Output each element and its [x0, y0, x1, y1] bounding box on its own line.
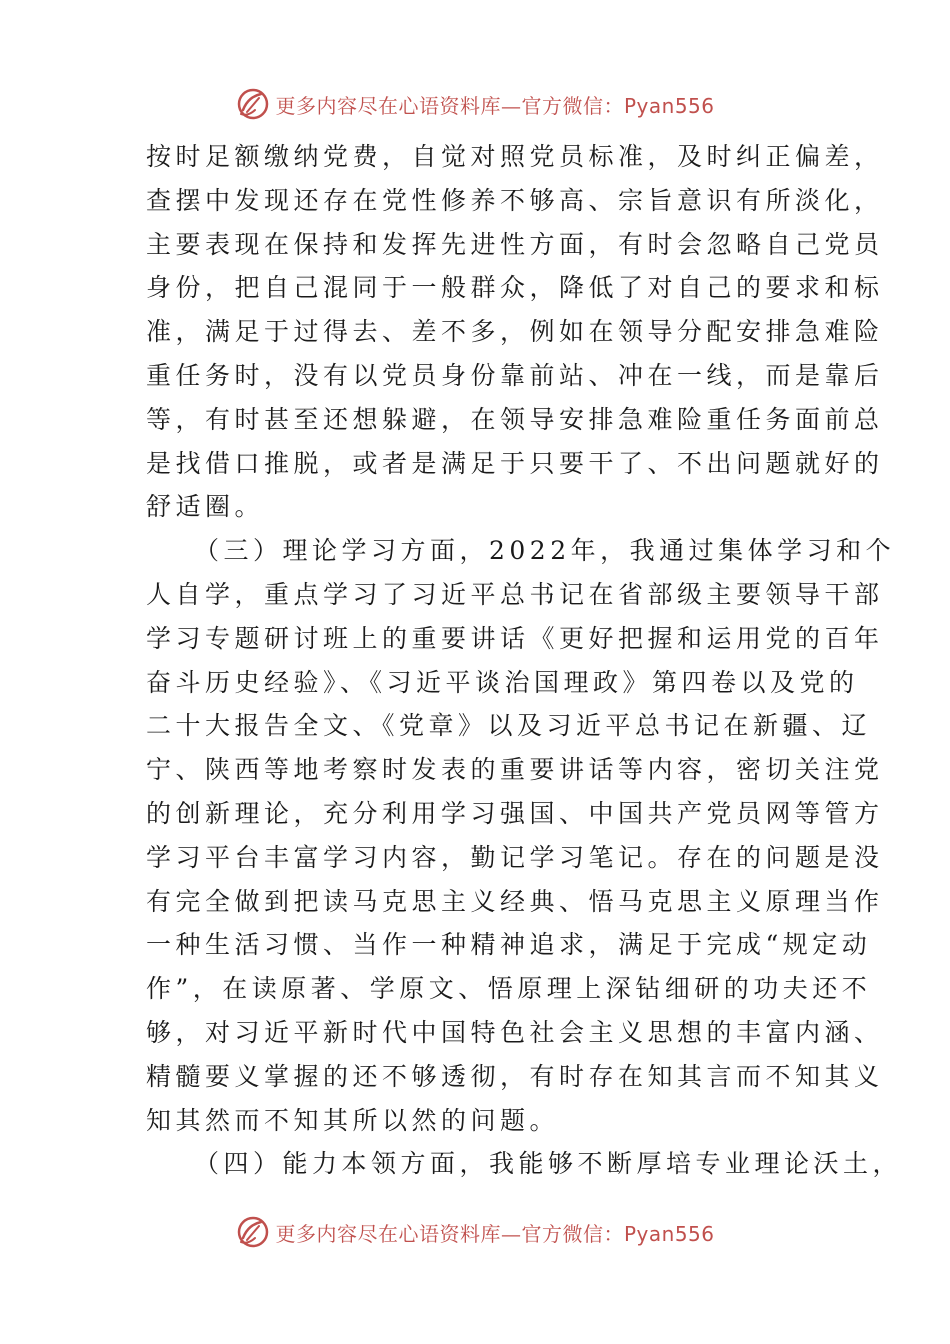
text-line: 一种生活习惯、当作一种精神追求，满足于完成“规定动: [146, 930, 872, 960]
pen-signature-logo-icon: [235, 86, 271, 122]
watermark-text: 更多内容尽在心语资料库—官方微信：Pyan556: [275, 1221, 715, 1246]
text-line: 是找借口推脱，或者是满足于只要干了、不出问题就好的: [146, 448, 884, 478]
text-line: 人自学，重点学习了习近平总书记在省部级主要领导干部: [146, 579, 884, 609]
text-line: 主要表现在保持和发挥先进性方面，有时会忽略自己党员: [146, 229, 884, 259]
text-line: 准，满足于过得去、差不多，例如在领导分配安排急难险: [146, 317, 884, 347]
text-line: 够，对习近平新时代中国特色社会主义思想的丰富内涵、: [146, 1017, 884, 1047]
pen-signature-logo-icon: [235, 1214, 271, 1250]
document-body: [146, 135, 903, 1186]
text-line: 宁、陕西等地考察时发表的重要讲话等内容，密切关注党: [146, 755, 884, 785]
text-line: 的创新理论，充分利用学习强国、中国共产党员网等管方: [146, 798, 884, 828]
text-line: 知其然而不知其所以然的问题。: [146, 1105, 560, 1135]
text-line: 学习专题研讨班上的重要讲话《更好把握和运用党的百年: [146, 623, 884, 653]
text-line: 二十大报告全文、《党章》以及习近平总书记在新疆、辽: [146, 711, 872, 741]
text-line: 舒适圈。: [146, 492, 265, 522]
text-line: 等，有时甚至还想躲避，在领导安排急难险重任务面前总: [146, 404, 884, 434]
text-line: 精髓要义掌握的还不够透彻，有时存在知其言而不知其义: [146, 1061, 884, 1091]
text-line: 查摆中发现还存在党性修养不够高、宗旨意识有所淡化，: [146, 185, 884, 215]
text-line: 学习平台丰富学习内容，勤记学习笔记。存在的问题是没: [146, 842, 884, 872]
paragraph-start-line: （四）能力本领方面，我能够不断厚培专业理论沃土，: [194, 1149, 903, 1179]
text-line: 奋斗历史经验》、《习近平谈治国理政》第四卷以及党的: [146, 667, 859, 697]
text-line: 身份，把自己混同于一般群众，降低了对自己的要求和标: [146, 273, 884, 303]
text-line: 按时足额缴纳党费，自觉对照党员标准，及时纠正偏差，: [146, 142, 884, 171]
text-line: 作”，在读原著、学原文、悟原理上深钻细研的功夫还不: [146, 974, 872, 1004]
paragraph-start-line: （三）理论学习方面，2022年，我通过集体学习和个: [194, 536, 896, 566]
watermark-wechat: Pyan556: [623, 93, 715, 118]
footer-watermark: [0, 1212, 950, 1252]
watermark-text: 更多内容尽在心语资料库—官方微信：Pyan556: [275, 93, 715, 118]
text-line: 有完全做到把读马克思主义经典、悟马克思主义原理当作: [146, 886, 884, 916]
text-line: 重任务时，没有以党员身份靠前站、冲在一线，而是靠后: [146, 360, 884, 390]
watermark-wechat: Pyan556: [623, 1221, 715, 1246]
header-watermark: [0, 84, 950, 124]
